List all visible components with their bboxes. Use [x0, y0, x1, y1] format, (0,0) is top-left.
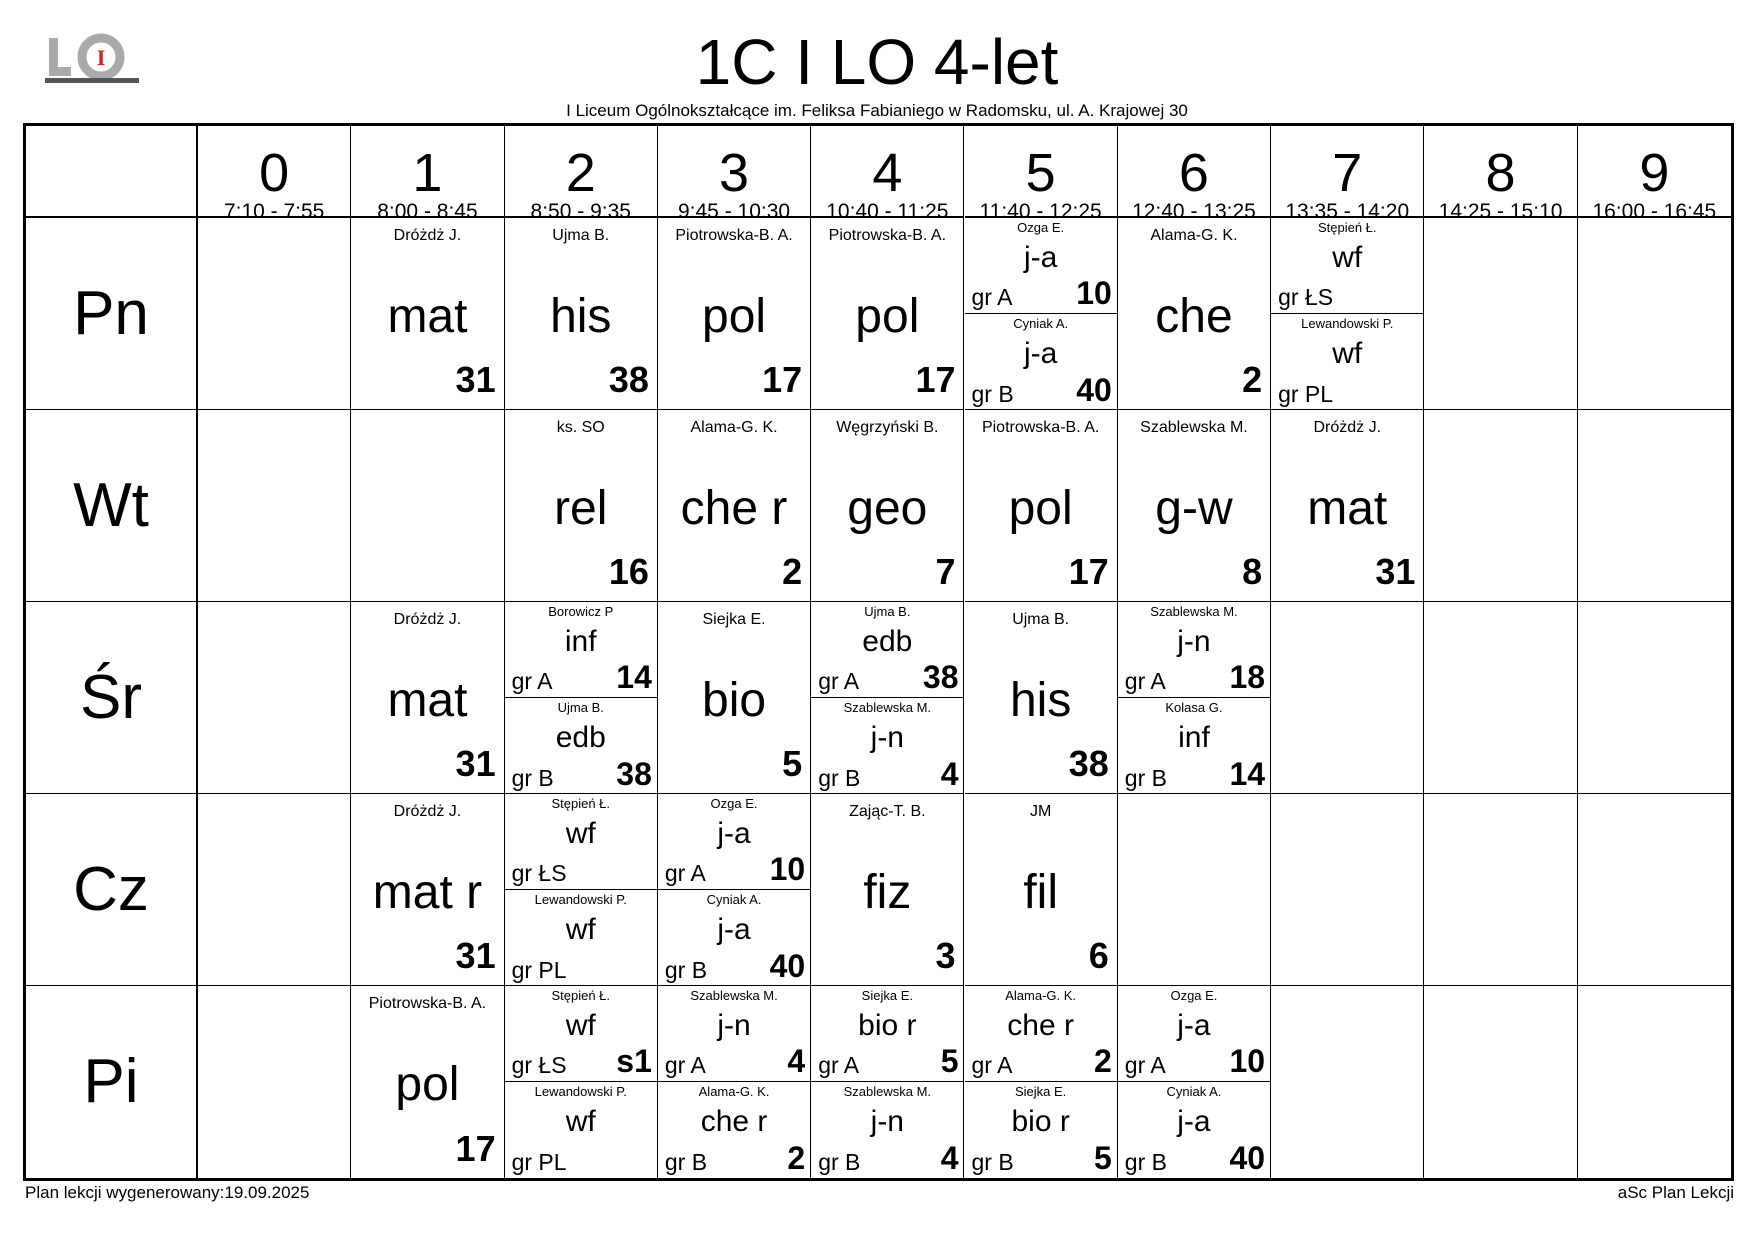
- lesson-group: gr A: [1124, 1052, 1166, 1078]
- period-header: [965, 126, 1118, 223]
- group-lesson: [658, 794, 810, 890]
- empty-cell: [198, 986, 351, 1178]
- lesson-cell: [351, 218, 504, 410]
- lesson-group: gr PL: [511, 957, 567, 983]
- lesson-subject: pol: [702, 290, 767, 343]
- lesson-cell: [965, 794, 1118, 986]
- lesson-subject: pol: [395, 1058, 460, 1111]
- lesson-teacher: Szablewska M.: [1140, 419, 1248, 436]
- lesson-group: gr B: [511, 765, 554, 791]
- lesson-subject: j-n: [1177, 625, 1211, 658]
- lesson-teacher: Kolasa G.: [1165, 700, 1223, 715]
- lesson-group: gr PL: [511, 1149, 567, 1175]
- lesson-teacher: Ujma B.: [1012, 611, 1070, 628]
- lesson-subject: wf: [565, 1105, 596, 1138]
- period-time: 9:45 - 10:30: [677, 200, 791, 223]
- lesson-teacher: Ozga E.: [1170, 988, 1218, 1003]
- group-lesson: [1118, 602, 1270, 698]
- lesson-subject: wf: [565, 817, 596, 850]
- lesson-subject: g-w: [1155, 482, 1233, 535]
- lesson-room: 2: [787, 1140, 806, 1176]
- lesson-teacher: ks. SO: [556, 419, 605, 436]
- lesson-room: 2: [1242, 359, 1263, 400]
- lesson-cell: [965, 602, 1118, 794]
- period-header: [1578, 126, 1731, 223]
- lesson-group: gr B: [818, 1149, 861, 1175]
- lesson-subject: che r: [1007, 1009, 1074, 1042]
- lesson-group: gr B: [818, 765, 861, 791]
- day-name: Pn: [73, 278, 149, 348]
- day-label-cell: [26, 218, 198, 410]
- lesson-subject: bio: [702, 674, 767, 727]
- lesson-teacher: Szablewska M.: [843, 1084, 932, 1099]
- lesson-subject: mat: [387, 290, 468, 343]
- lesson-teacher: Szablewska M.: [1150, 604, 1238, 619]
- lesson-teacher: Piotrowska-B. A.: [368, 995, 487, 1012]
- lesson-subject: inf: [564, 625, 597, 658]
- group-lesson: [811, 986, 963, 1082]
- lesson-cell: [505, 602, 658, 794]
- lesson-teacher: Alama-G. K.: [690, 419, 778, 436]
- lesson-teacher: Lewandowski P.: [534, 892, 627, 907]
- generated-date: Plan lekcji wygenerowany:19.09.2025: [25, 1183, 310, 1202]
- lesson-subject: geo: [847, 482, 928, 535]
- lesson-cell: [965, 410, 1118, 602]
- lesson-teacher: Siejka E.: [1014, 1084, 1067, 1099]
- empty-cell: [351, 410, 504, 602]
- empty-cell: [198, 602, 351, 794]
- lesson-room: 31: [455, 935, 496, 976]
- group-lesson: [1118, 698, 1270, 794]
- lesson-group: gr B: [664, 957, 708, 983]
- lesson-subject: che: [1155, 290, 1233, 343]
- empty-cell: [1424, 986, 1577, 1178]
- lesson-subject: che r: [680, 482, 788, 535]
- lesson-teacher: Cyniak A.: [1013, 316, 1069, 331]
- day-label-cell: [26, 410, 198, 602]
- lesson-teacher: Dróżdż J.: [393, 611, 462, 628]
- empty-cell: [1118, 794, 1271, 986]
- lesson-subject: che r: [700, 1105, 768, 1138]
- lesson-teacher: Ujma B.: [557, 700, 604, 715]
- lesson-teacher: Lewandowski P.: [534, 1084, 627, 1099]
- lesson-room: 10: [769, 851, 806, 887]
- lesson-subject: edb: [555, 721, 606, 754]
- lesson-room: 14: [616, 659, 652, 695]
- lesson-teacher: Alama-G. K.: [698, 1084, 770, 1099]
- lesson-teacher: Cyniak A.: [706, 892, 762, 907]
- lesson-group: gr A: [818, 668, 860, 694]
- day-name: Cz: [73, 854, 149, 924]
- lesson-cell: [658, 986, 811, 1178]
- day-label-cell: [26, 794, 198, 986]
- lesson-room: 31: [1375, 551, 1416, 592]
- group-lesson: [965, 986, 1117, 1082]
- lesson-room: 10: [1229, 1043, 1266, 1079]
- group-lesson: [965, 314, 1117, 410]
- lesson-subject: fil: [1023, 866, 1058, 919]
- empty-cell: [1424, 602, 1577, 794]
- lesson-teacher: Alama-G. K.: [1150, 227, 1238, 244]
- lesson-cell: [1118, 218, 1271, 410]
- lesson-room: 40: [1229, 1140, 1266, 1176]
- lesson-room: 17: [762, 359, 803, 400]
- period-header: [658, 126, 811, 223]
- lesson-cell: [1118, 410, 1271, 602]
- page-subtitle: I Liceum Ogólnokształcące im. Feliksa Fabianiego w Radomsku, ul. A. Krajowej 30: [566, 101, 1188, 120]
- period-header: [1271, 126, 1424, 223]
- group-lesson: [505, 890, 657, 986]
- empty-cell: [1271, 986, 1424, 1178]
- lesson-teacher: Ujma B.: [552, 227, 610, 244]
- group-lesson: [1118, 1082, 1270, 1178]
- lesson-teacher: Zając-T. B.: [849, 803, 926, 820]
- lesson-subject: j-n: [717, 1009, 751, 1042]
- lesson-subject: inf: [1178, 721, 1210, 754]
- lesson-subject: his: [550, 290, 612, 343]
- software-credit: aSc Plan Lekcji: [1617, 1183, 1734, 1202]
- lesson-subject: bio r: [858, 1009, 917, 1042]
- day-label-cell: [26, 986, 198, 1178]
- lesson-group: gr ŁS: [511, 860, 567, 886]
- lesson-teacher: Piotrowska-B. A.: [981, 419, 1100, 436]
- lesson-cell: [965, 218, 1118, 410]
- lesson-subject: j-a: [1023, 337, 1058, 370]
- period-time: 7:10 - 7:55: [223, 200, 325, 223]
- group-lesson: [505, 986, 657, 1082]
- lesson-room: 5: [940, 1043, 959, 1079]
- lesson-subject: fiz: [863, 866, 912, 919]
- lesson-cell: [1271, 218, 1424, 410]
- lesson-group: gr B: [1124, 765, 1167, 791]
- lesson-teacher: Ozga E.: [710, 796, 758, 811]
- empty-cell: [1271, 602, 1424, 794]
- lesson-cell: [658, 218, 811, 410]
- group-lesson: [811, 1082, 963, 1178]
- lesson-teacher: Alama-G. K.: [1005, 988, 1077, 1003]
- lesson-teacher: Stępień Ł.: [551, 796, 611, 811]
- group-lesson: [965, 1082, 1117, 1178]
- lesson-room: 14: [1229, 756, 1266, 792]
- lesson-room: 10: [1076, 275, 1112, 311]
- lesson-group: gr B: [971, 381, 1014, 407]
- lesson-room: 31: [455, 743, 496, 784]
- lesson-teacher: Szablewska M.: [843, 700, 932, 715]
- empty-cell: [1271, 794, 1424, 986]
- lesson-subject: pol: [855, 290, 920, 343]
- lesson-group: gr A: [818, 1052, 860, 1078]
- lesson-teacher: Lewandowski P.: [1301, 316, 1394, 331]
- lesson-cell: [505, 794, 658, 986]
- lesson-teacher: Cyniak A.: [1166, 1084, 1222, 1099]
- lesson-subject: wf: [1332, 241, 1363, 274]
- lesson-cell: [811, 602, 964, 794]
- lesson-teacher: Węgrzyński B.: [836, 419, 939, 436]
- lesson-group: gr A: [971, 284, 1013, 310]
- empty-cell: [1424, 410, 1577, 602]
- lesson-room: 4: [940, 1140, 959, 1176]
- group-lesson: [505, 794, 657, 890]
- lesson-subject: bio r: [1011, 1105, 1070, 1138]
- lesson-subject: j-a: [717, 913, 751, 946]
- lesson-cell: [351, 602, 504, 794]
- lesson-subject: mat: [1307, 482, 1388, 535]
- lesson-room: 4: [940, 756, 959, 792]
- period-header: [1424, 126, 1577, 223]
- day-name: Pi: [83, 1047, 139, 1116]
- period-time: 13:35 - 14:20: [1285, 200, 1410, 223]
- period-time: 8:00 - 8:45: [377, 200, 478, 223]
- group-lesson: [505, 1082, 657, 1178]
- period-header: [1118, 126, 1271, 223]
- group-lesson: [658, 986, 810, 1082]
- period-number: 4: [872, 143, 903, 203]
- lesson-subject: mat: [387, 674, 468, 727]
- lesson-room: 17: [455, 1128, 496, 1169]
- lesson-room: 2: [1094, 1043, 1112, 1079]
- lesson-cell: [351, 794, 504, 986]
- lesson-group: gr A: [664, 1052, 706, 1078]
- period-header: [811, 126, 964, 223]
- lesson-teacher: Ozga E.: [1017, 220, 1065, 235]
- lesson-room: 7: [935, 551, 956, 592]
- lesson-cell: [505, 410, 658, 602]
- day-name: Śr: [80, 662, 142, 732]
- empty-cell: [1578, 986, 1731, 1178]
- period-number: 8: [1485, 143, 1516, 203]
- lesson-room: 16: [608, 551, 649, 592]
- empty-cell: [198, 218, 351, 410]
- lesson-teacher: Piotrowska-B. A.: [675, 227, 793, 244]
- lesson-room: 18: [1229, 659, 1266, 695]
- period-number: 0: [259, 143, 290, 203]
- lesson-room: 17: [915, 359, 956, 400]
- empty-cell: [1578, 218, 1731, 410]
- lesson-group: gr A: [971, 1052, 1013, 1078]
- lesson-room: s1: [616, 1043, 652, 1079]
- lesson-group: gr A: [1124, 668, 1166, 694]
- group-lesson: [811, 602, 963, 698]
- empty-cell: [1424, 794, 1577, 986]
- period-time: 8:50 - 9:35: [530, 200, 631, 223]
- lesson-room: 38: [608, 359, 649, 400]
- empty-cell: [198, 794, 351, 986]
- lesson-teacher: Dróżdż J.: [393, 803, 462, 820]
- period-number: 2: [565, 143, 596, 203]
- lesson-teacher: Stępień Ł.: [551, 988, 611, 1003]
- lesson-teacher: Borowicz P: [548, 604, 614, 619]
- period-header: [351, 126, 504, 223]
- day-label-cell: [26, 602, 198, 794]
- lesson-room: 40: [769, 948, 806, 984]
- group-lesson: [1271, 218, 1423, 314]
- lesson-cell: [505, 986, 658, 1178]
- page-title: 1C I LO 4-let: [695, 26, 1059, 98]
- lesson-group: gr A: [511, 668, 553, 694]
- group-lesson: [505, 698, 657, 794]
- group-lesson: [1118, 986, 1270, 1082]
- lesson-cell: [811, 794, 964, 986]
- lesson-subject: pol: [1008, 482, 1073, 535]
- lesson-group: gr B: [971, 1149, 1014, 1175]
- group-lesson: [658, 890, 810, 986]
- lesson-group: gr A: [664, 860, 706, 886]
- lesson-group: gr B: [1124, 1149, 1167, 1175]
- lesson-subject: j-n: [870, 1105, 904, 1138]
- period-number: 1: [412, 143, 443, 203]
- lesson-subject: j-a: [1177, 1105, 1211, 1138]
- period-time: 16:00 - 16:45: [1592, 200, 1717, 223]
- group-lesson: [658, 1082, 810, 1178]
- lesson-cell: [351, 986, 504, 1178]
- lesson-teacher: Stępień Ł.: [1317, 220, 1377, 235]
- lesson-teacher: Ujma B.: [864, 604, 911, 619]
- lesson-group: gr ŁS: [511, 1052, 567, 1078]
- period-time: 10:40 - 11:25: [826, 200, 949, 223]
- empty-cell: [1578, 602, 1731, 794]
- period-time: 11:40 - 12:25: [979, 200, 1102, 223]
- lesson-teacher: Siejka E.: [702, 611, 766, 628]
- lesson-subject: j-a: [1023, 241, 1058, 274]
- period-number: 5: [1025, 143, 1056, 203]
- lesson-cell: [1118, 602, 1271, 794]
- timetable-grid: [23, 123, 1734, 1181]
- lesson-group: gr ŁS: [1278, 284, 1334, 310]
- lesson-cell: [1271, 410, 1424, 602]
- lesson-room: 5: [782, 743, 803, 784]
- lesson-cell: [811, 410, 964, 602]
- empty-cell: [1424, 218, 1577, 410]
- lesson-subject: j-n: [870, 721, 904, 754]
- period-header: [505, 126, 658, 223]
- lesson-room: 8: [1242, 551, 1263, 592]
- lesson-subject: rel: [554, 482, 608, 535]
- lesson-subject: mat r: [372, 866, 483, 919]
- lesson-teacher: Siejka E.: [861, 988, 913, 1003]
- lesson-cell: [658, 794, 811, 986]
- lesson-subject: edb: [862, 625, 913, 658]
- lesson-cell: [505, 218, 658, 410]
- empty-cell: [198, 410, 351, 602]
- lesson-room: 38: [922, 659, 959, 695]
- lesson-room: 2: [782, 551, 803, 592]
- period-number: 9: [1639, 143, 1670, 203]
- lesson-room: 38: [616, 756, 652, 792]
- lesson-subject: j-a: [1177, 1009, 1211, 1042]
- lesson-subject: wf: [565, 1009, 596, 1042]
- period-time: 12:40 - 13:25: [1132, 200, 1256, 223]
- lesson-room: 31: [455, 359, 496, 400]
- lesson-cell: [1118, 986, 1271, 1178]
- day-name: Wt: [73, 470, 149, 540]
- lesson-subject: j-a: [717, 817, 751, 850]
- lesson-room: 17: [1068, 551, 1109, 592]
- group-lesson: [965, 218, 1117, 314]
- lesson-room: 6: [1088, 935, 1109, 976]
- period-header: [198, 126, 351, 223]
- lesson-cell: [811, 218, 964, 410]
- group-lesson: [811, 698, 963, 794]
- lesson-cell: [811, 986, 964, 1178]
- lesson-room: 40: [1076, 372, 1112, 408]
- lesson-group: gr B: [664, 1149, 708, 1175]
- period-time: 14:25 - 15:10: [1438, 200, 1563, 223]
- lesson-group: gr PL: [1278, 381, 1334, 407]
- logo-letter: I: [96, 45, 106, 70]
- lesson-cell: [658, 602, 811, 794]
- period-number: 7: [1332, 143, 1363, 203]
- lesson-teacher: Szablewska M.: [690, 988, 778, 1003]
- lesson-subject: wf: [1332, 337, 1363, 370]
- lesson-room: 3: [935, 935, 956, 976]
- lesson-teacher: Dróżdż J.: [393, 227, 462, 244]
- lesson-cell: [658, 410, 811, 602]
- group-lesson: [1271, 314, 1423, 410]
- period-number: 6: [1178, 143, 1209, 203]
- lesson-teacher: Dróżdż J.: [1313, 419, 1382, 436]
- empty-cell: [1578, 794, 1731, 986]
- group-lesson: [505, 602, 657, 698]
- corner-cell: [26, 126, 198, 218]
- lesson-subject: wf: [565, 913, 596, 946]
- lesson-cell: [965, 986, 1118, 1178]
- lesson-teacher: Piotrowska-B. A.: [828, 227, 947, 244]
- period-number: 3: [719, 143, 750, 203]
- lesson-teacher: JM: [1029, 803, 1052, 820]
- lesson-subject: his: [1009, 674, 1072, 727]
- lesson-room: 4: [787, 1043, 806, 1079]
- lesson-room: 5: [1094, 1140, 1112, 1176]
- lesson-room: 38: [1068, 743, 1109, 784]
- empty-cell: [1578, 410, 1731, 602]
